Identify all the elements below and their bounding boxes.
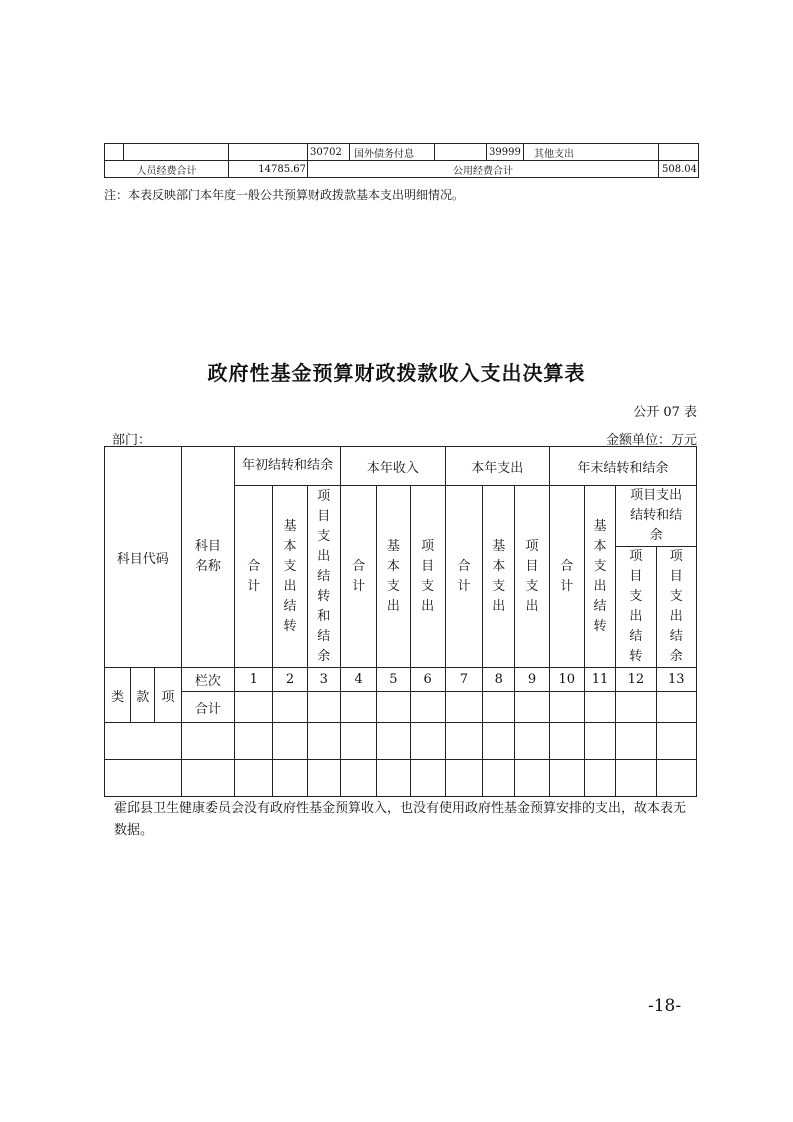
begin-project-carry-text: 项目支出结转和结余 xyxy=(317,488,331,664)
income-basic-header xyxy=(377,486,410,668)
data-cell xyxy=(307,723,340,760)
expense-header: 本年支出 xyxy=(445,447,549,486)
fragment-cell xyxy=(105,144,124,161)
table-row xyxy=(105,760,697,797)
code-part-class: 类 xyxy=(105,668,131,723)
begin-total-header xyxy=(235,486,273,668)
data-cell xyxy=(549,723,584,760)
fund-budget-table xyxy=(104,446,697,797)
begin-project-carry-header xyxy=(307,486,340,668)
expense-basic-header xyxy=(483,486,515,668)
end-balance-header: 年末结转和结余 xyxy=(549,447,696,486)
code-part-item: 项 xyxy=(155,668,181,723)
data-cell xyxy=(273,723,307,760)
data-cell xyxy=(307,692,340,723)
income-header: 本年收入 xyxy=(340,447,445,486)
fragment-row-totals xyxy=(105,161,699,178)
income-total-text: 合计 xyxy=(352,558,366,594)
public-total-value: 508.04 xyxy=(659,161,699,178)
data-cell xyxy=(549,760,584,797)
expense-total-header xyxy=(445,486,482,668)
data-cell xyxy=(307,760,340,797)
column-number: 9 xyxy=(515,668,549,692)
data-cell xyxy=(445,760,482,797)
table-row xyxy=(105,723,697,760)
subject-name-text: 科目名称 xyxy=(194,539,221,574)
personnel-total-label: 人员经费合计 xyxy=(105,161,229,178)
column-index-label: 栏次 xyxy=(181,668,234,692)
data-cell xyxy=(616,760,656,797)
data-cell xyxy=(377,723,410,760)
end-project-surplus-text: 项目支出结余 xyxy=(669,549,683,664)
end-project-group-header xyxy=(616,486,697,547)
fragment-cell xyxy=(435,144,487,161)
end-total-header xyxy=(549,486,584,668)
income-total-header xyxy=(340,486,376,668)
data-cell xyxy=(656,723,697,760)
data-cell xyxy=(181,760,234,797)
income-project-header xyxy=(410,486,445,668)
column-number: 11 xyxy=(584,668,615,692)
begin-basic-carry-header xyxy=(273,486,307,668)
data-cell xyxy=(340,692,376,723)
data-cell xyxy=(584,723,615,760)
column-number: 10 xyxy=(549,668,584,692)
data-cell xyxy=(235,692,273,723)
data-cell xyxy=(549,692,584,723)
fragment-note: 注：本表反映部门本年度一般公共预算财政拨款基本支出明细情况。 xyxy=(104,188,465,202)
page-number: -18- xyxy=(648,996,682,1016)
end-project-group-text: 项目支出结转和结余 xyxy=(630,488,683,543)
page-title: 政府性基金预算财政拨款收入支出决算表 xyxy=(207,361,586,385)
column-number: 12 xyxy=(616,668,656,692)
personnel-total-value: 14785.67 xyxy=(229,161,308,178)
data-cell xyxy=(340,723,376,760)
data-cell xyxy=(377,760,410,797)
total-row xyxy=(105,692,697,723)
subject-name-header xyxy=(181,447,234,668)
end-basic-carry-header xyxy=(584,486,615,668)
end-project-carry-text: 项目支出结转 xyxy=(629,549,643,664)
data-cell xyxy=(515,723,549,760)
data-cell xyxy=(483,692,515,723)
end-total-text: 合计 xyxy=(560,558,574,594)
expense-code-cell: 39999 xyxy=(487,144,524,161)
data-cell xyxy=(656,692,697,723)
fragment-row-items xyxy=(105,144,699,161)
expense-code-cell: 30702 xyxy=(308,144,350,161)
no-data-note: 霍邱县卫生健康委员会没有政府性基金预算收入，也没有使用政府性基金预算安排的支出，故本表无数据。 xyxy=(114,801,687,838)
data-cell xyxy=(656,760,697,797)
expense-project-header xyxy=(515,486,549,668)
total-label: 合计 xyxy=(181,692,234,723)
data-cell xyxy=(584,760,615,797)
header-row-1 xyxy=(105,447,697,486)
subject-code-header: 科目代码 xyxy=(105,447,182,668)
column-number: 8 xyxy=(483,668,515,692)
data-cell xyxy=(483,760,515,797)
data-cell xyxy=(105,760,182,797)
column-number: 1 xyxy=(235,668,273,692)
column-number: 7 xyxy=(445,668,482,692)
data-cell xyxy=(181,723,234,760)
column-number: 5 xyxy=(377,668,410,692)
expense-name-cell: 其他支出 xyxy=(524,144,659,161)
column-number: 3 xyxy=(307,668,340,692)
department-label: 部门： xyxy=(112,433,152,448)
unit-label: 金额单位：万元 xyxy=(605,433,697,448)
data-cell xyxy=(584,692,615,723)
data-cell xyxy=(483,723,515,760)
data-cell xyxy=(616,692,656,723)
begin-basic-carry-text: 基本支出结转 xyxy=(283,518,297,634)
expense-total-text: 合计 xyxy=(457,558,471,594)
data-cell xyxy=(515,692,549,723)
data-cell xyxy=(515,760,549,797)
fragment-cell xyxy=(659,144,699,161)
data-cell xyxy=(377,692,410,723)
column-number-row xyxy=(105,668,697,692)
data-cell xyxy=(273,692,307,723)
fragment-cell xyxy=(124,144,229,161)
column-number: 13 xyxy=(656,668,697,692)
data-cell xyxy=(105,723,182,760)
data-cell xyxy=(273,760,307,797)
begin-total-text: 合计 xyxy=(247,558,261,594)
data-cell xyxy=(410,760,445,797)
data-cell xyxy=(410,723,445,760)
expense-project-text: 项目支出 xyxy=(525,538,539,614)
income-project-text: 项目支出 xyxy=(421,538,435,614)
fragment-cell xyxy=(229,144,308,161)
column-number: 4 xyxy=(340,668,376,692)
data-cell xyxy=(410,692,445,723)
code-part-section: 款 xyxy=(131,668,155,723)
end-project-surplus-header xyxy=(656,547,697,668)
begin-balance-text: 年初结转和结余 xyxy=(242,458,334,473)
begin-balance-header xyxy=(235,447,341,486)
data-cell xyxy=(235,760,273,797)
column-number: 6 xyxy=(410,668,445,692)
end-project-carry-header xyxy=(616,547,656,668)
basic-expense-detail-fragment xyxy=(104,143,699,178)
column-number: 2 xyxy=(273,668,307,692)
income-basic-text: 基本支出 xyxy=(386,538,400,614)
table-code: 公开 07 表 xyxy=(633,405,697,420)
data-cell xyxy=(616,723,656,760)
data-cell xyxy=(445,692,482,723)
expense-basic-text: 基本支出 xyxy=(492,538,506,614)
public-total-label: 公用经费合计 xyxy=(308,161,659,178)
data-cell xyxy=(235,723,273,760)
expense-name-cell: 国外债务付息 xyxy=(350,144,435,161)
data-cell xyxy=(445,723,482,760)
data-cell xyxy=(340,760,376,797)
end-basic-carry-text: 基本支出结转 xyxy=(593,518,607,634)
